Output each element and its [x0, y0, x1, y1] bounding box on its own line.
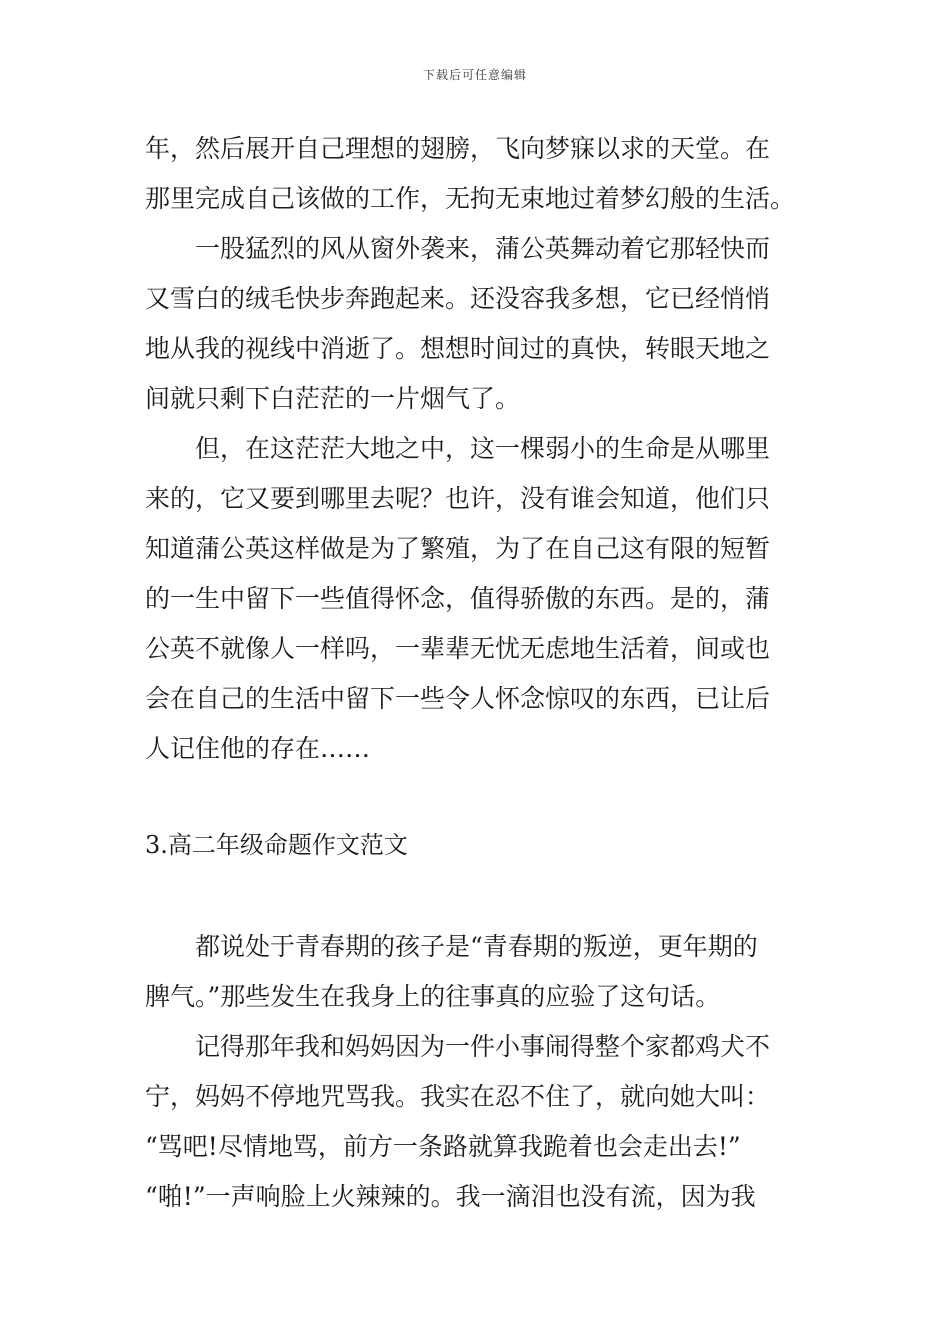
text-line: 记得那年我和妈妈因为一件小事闹得整个家都鸡犬不: [145, 1032, 771, 1061]
text-line: 宁，妈妈不停地咒骂我。我实在忍不住了，就向她大叫：: [145, 1082, 771, 1111]
text-line: 人记住他的存在……: [145, 734, 371, 763]
text-line: 会在自己的生活中留下一些令人怀念惊叹的东西，已让后: [145, 684, 771, 713]
section-heading: 3.高二年级命题作文范文: [145, 831, 408, 859]
text-line: 脾气。”那些发生在我身上的往事真的应验了这句话。: [145, 982, 721, 1011]
text-line: 但，在这茫茫大地之中，这一棵弱小的生命是从哪里: [145, 434, 771, 463]
text-line: 公英不就像人一样吗，一辈辈无忧无虑地生活着，间或也: [145, 634, 771, 663]
text-line: 知道蒲公英这样做是为了繁殖，为了在自己这有限的短暂: [145, 534, 771, 563]
text-line: 地从我的视线中消逝了。想想时间过的真快，转眼天地之: [145, 334, 771, 363]
page-header: 下载后可任意编辑: [422, 68, 527, 82]
text-line: 又雪白的绒毛快步奔跑起来。还没容我多想，它已经悄悄: [145, 284, 771, 313]
text-line: 年，然后展开自己理想的翅膀，飞向梦寐以求的天堂。在: [145, 134, 771, 163]
text-line: 都说处于青春期的孩子是“青春期的叛逆，更年期的: [145, 932, 758, 961]
text-line: 的一生中留下一些值得怀念，值得骄傲的东西。是的，蒲: [145, 584, 771, 613]
text-line: “啪!”一声响脸上火辣辣的。我一滴泪也没有流，因为我: [145, 1182, 756, 1211]
text-line: 来的，它又要到哪里去呢？也许，没有谁会知道，他们只: [145, 484, 771, 513]
text-line: 一股猛烈的风从窗外袭来，蒲公英舞动着它那轻快而: [145, 234, 771, 263]
text-line: 那里完成自己该做的工作，无拘无束地过着梦幻般的生活。: [145, 184, 796, 213]
text-line: 间就只剩下白茫茫的一片烟气了。: [145, 384, 521, 413]
text-line: “骂吧!尽情地骂，前方一条路就算我跪着也会走出去!”: [145, 1132, 741, 1161]
